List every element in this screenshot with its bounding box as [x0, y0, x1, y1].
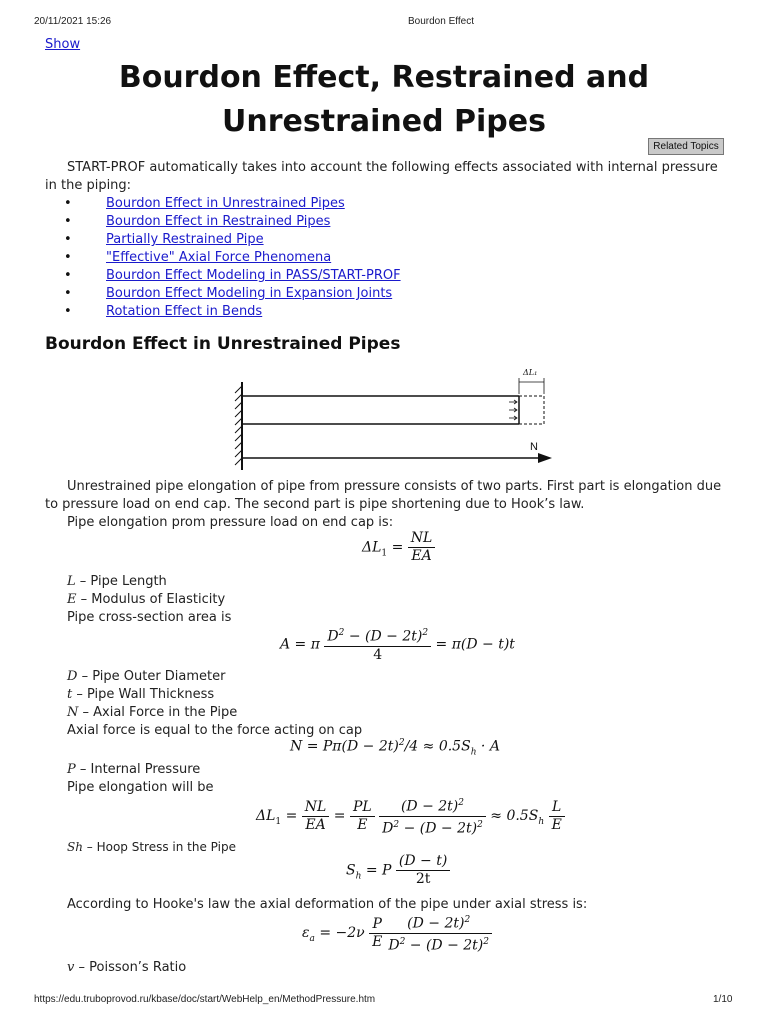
- equation-area: A = π $\frac{D^2 - (D - 2t)^2}{4}$ = π(D − t)t: [280, 625, 515, 664]
- page-title: [0, 56, 768, 144]
- def-n: N – Axial Force in the Pipe: [67, 705, 238, 720]
- def-t: t – Pipe Wall Thickness: [67, 687, 215, 702]
- hooke-text: According to Hooke's law the axial deformation of the pipe under axial stress is:: [67, 897, 588, 912]
- force-arrowhead: [538, 453, 552, 463]
- elongated-cap: [519, 396, 544, 424]
- bullet: •: [64, 214, 72, 229]
- def-e: E – Modulus of Elasticity: [67, 592, 226, 607]
- show-link[interactable]: Show: [45, 37, 81, 52]
- print-url: https://edu.truboprovod.ru/kbase/doc/start/WebHelp_en/MethodPressure.htm: [34, 994, 376, 1005]
- topic-link-expansion-joints[interactable]: Bourdon Effect Modeling in Expansion Joints: [106, 286, 393, 301]
- def-v: v – Poisson’s Ratio: [67, 960, 187, 975]
- wall-hatching: [235, 386, 242, 465]
- list-item: [60, 195, 401, 213]
- pressure-arrows: [509, 400, 517, 420]
- elongation-text: Pipe elongation will be: [67, 780, 214, 795]
- delta-label: ΔL₁: [523, 368, 538, 377]
- topic-link-restrained[interactable]: Bourdon Effect in Restrained Pipes: [106, 214, 331, 229]
- topics-list: [60, 195, 401, 321]
- topic-link-rotation-bends[interactable]: Rotation Effect in Bends: [106, 304, 263, 319]
- def-d: D – Pipe Outer Diameter: [67, 669, 226, 684]
- print-page-title: Bourdon Effect: [408, 16, 474, 27]
- equation-delta-l1: $\Delta L_1$ = $\frac{NL}{EA}$: [362, 530, 435, 565]
- endcap-text: Pipe elongation prom pressure load on end cap is:: [67, 515, 394, 530]
- elongation-paragraph: Unrestrained pipe elongation of pipe from pressure consists of two parts. First part is elongation due to pressure load on end cap. The second part is pipe shortening due to Hook’s law.: [45, 479, 722, 512]
- def-sh: Sh – Hoop Stress in the Pipe: [67, 840, 236, 854]
- axial-force-text: Axial force is equal to the force acting on cap: [67, 723, 363, 738]
- title-line-1: Bourdon Effect, Restrained and: [118, 60, 650, 95]
- topic-link-effective-axial-force[interactable]: "Effective" Axial Force Phenomena: [106, 250, 332, 265]
- related-topics-button[interactable]: Related Topics: [648, 138, 724, 155]
- topic-link-unrestrained[interactable]: Bourdon Effect in Unrestrained Pipes: [106, 196, 345, 211]
- def-p: P – Internal Pressure: [67, 762, 201, 777]
- bullet: •: [64, 250, 72, 265]
- list-item: [60, 213, 401, 231]
- equation-axial-force: $N = P\pi(D - 2t)^2/4 \approx 0.5S_h \cdot A$: [290, 738, 500, 758]
- bullet: •: [64, 268, 72, 283]
- equation-hoop-stress: $S_h = P$ $\frac{(D - t)}{2t}$: [346, 853, 450, 888]
- def-l: L – Pipe Length: [67, 574, 167, 589]
- list-item: [60, 249, 401, 267]
- topic-link-partially-restrained[interactable]: Partially Restrained Pipe: [106, 232, 264, 247]
- force-label: N: [530, 441, 538, 453]
- bullet: •: [64, 196, 72, 211]
- area-text: Pipe cross-section area is: [67, 610, 232, 625]
- equation-strain: $\varepsilon_a = -2\nu$ $\frac{P}{E}$ $\frac{(D - 2t)^2}{D^2 - (D - 2t)^2}$: [302, 912, 492, 954]
- list-item: [60, 231, 401, 249]
- pipe-diagram: [232, 364, 562, 474]
- bullet: •: [64, 232, 72, 247]
- list-item: [60, 303, 401, 321]
- list-item: [60, 285, 401, 303]
- bullet: •: [64, 286, 72, 301]
- list-item: [60, 267, 401, 285]
- title-line-2: Unrestrained Pipes: [222, 104, 546, 139]
- print-page-number: 1/10: [713, 994, 733, 1005]
- print-date: 20/11/2021 15:26: [34, 16, 112, 27]
- bullet: •: [64, 304, 72, 319]
- intro-paragraph: START-PROF automatically takes into account the following effects associated with internal pressure in the piping:: [45, 160, 718, 193]
- equation-elongation: $\Delta L_1$ = $\frac{NL}{EA}$ = $\frac{PL}{E}$ $\frac{(D - 2t)^2}{D^2 - (D - 2t)^2}$ ≈ $0.5S_h$ $\frac{L}{E}$: [256, 795, 565, 837]
- topic-link-pass-start-prof[interactable]: Bourdon Effect Modeling in PASS/START-PROF: [106, 268, 401, 283]
- section-heading: Bourdon Effect in Unrestrained Pipes: [45, 334, 401, 354]
